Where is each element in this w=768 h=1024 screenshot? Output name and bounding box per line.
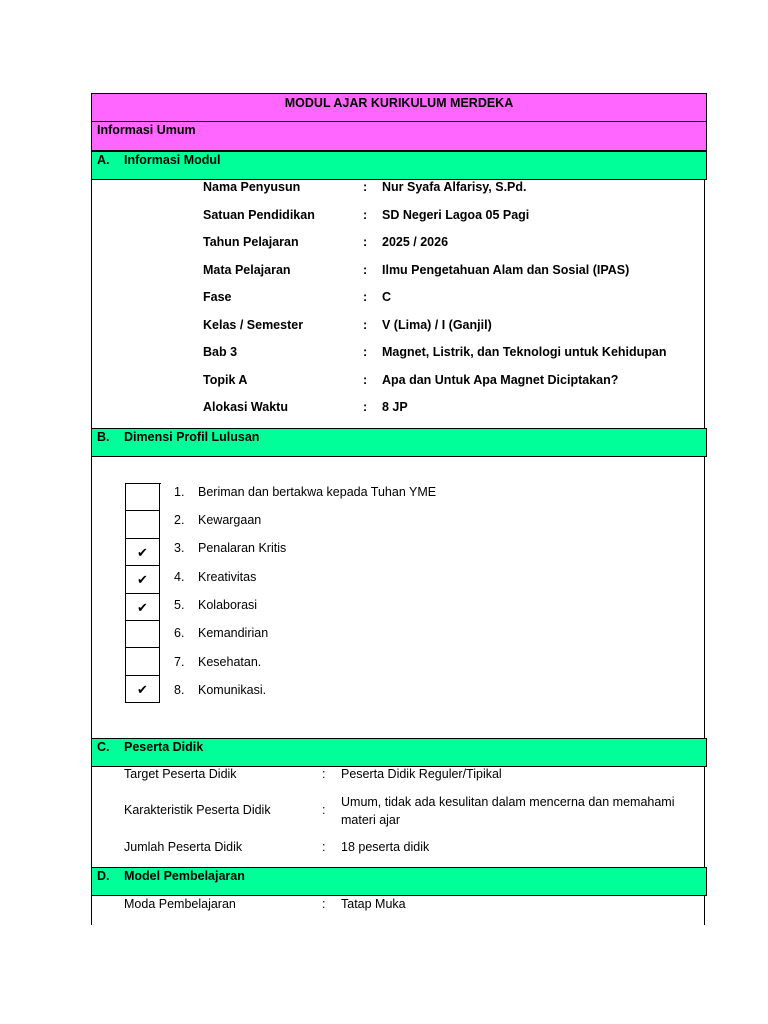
dimensi-label: Kewargaan — [198, 513, 262, 527]
info-row — [92, 207, 706, 227]
model-label: Moda Pembelajaran — [124, 897, 236, 911]
dimensi-label: Kemandirian — [198, 626, 269, 640]
info-colon: : — [363, 290, 368, 304]
dimensi-number: 4. — [174, 570, 185, 584]
dimensi-label: Komunikasi. — [198, 683, 267, 697]
dimensi-item — [174, 569, 256, 587]
info-label: Tahun Pelajaran — [203, 235, 299, 249]
model-value: Tatap Muka — [341, 897, 406, 911]
dimensi-checkbox[interactable]: ✔ — [125, 594, 160, 621]
dimensi-label: Kesehatan. — [198, 655, 262, 669]
dimensi-item — [174, 625, 268, 643]
info-row — [92, 179, 706, 199]
peserta-label: Jumlah Peserta Didik — [124, 840, 243, 854]
peserta-row — [92, 765, 706, 785]
info-value: V (Lima) / I (Ganjil) — [382, 318, 492, 332]
peserta-colon: : — [322, 767, 326, 781]
info-row — [92, 317, 706, 337]
info-colon: : — [363, 373, 368, 387]
section-c-heading — [91, 738, 707, 767]
section-letter: D. — [97, 869, 110, 883]
section-letter: B. — [97, 430, 110, 444]
peserta-value: Umum, tidak ada kesulitan dalam mencerna dan memahami materi ajar — [341, 795, 675, 827]
info-value: Ilmu Pengetahuan Alam dan Sosial (IPAS) — [382, 263, 630, 277]
info-value: Apa dan Untuk Apa Magnet Diciptakan? — [382, 373, 619, 387]
peserta-value: 18 peserta didik — [341, 840, 430, 854]
info-colon: : — [363, 263, 368, 277]
model-colon: : — [322, 897, 326, 911]
peserta-row — [92, 838, 706, 858]
info-label: Bab 3 — [203, 345, 238, 359]
document-title: MODUL AJAR KURIKULUM MERDEKA — [91, 93, 707, 122]
section-name: Model Pembelajaran — [124, 869, 245, 883]
info-row — [92, 399, 706, 419]
peserta-colon: : — [322, 840, 326, 854]
dimensi-checkbox[interactable]: ✔ — [125, 539, 160, 566]
dimensi-checkbox-column — [125, 483, 161, 703]
dimensi-number: 6. — [174, 626, 185, 640]
informasi-umum-heading: Informasi Umum — [91, 121, 707, 151]
dimensi-item — [174, 597, 257, 615]
info-row — [92, 289, 706, 309]
peserta-label: Target Peserta Didik — [124, 767, 237, 781]
info-label: Satuan Pendidikan — [203, 208, 315, 222]
info-label: Nama Penyusun — [203, 180, 301, 194]
section-a-heading — [91, 151, 707, 180]
dimensi-item — [174, 512, 261, 530]
info-row — [92, 262, 706, 282]
info-value: 8 JP — [382, 400, 408, 414]
info-value: C — [382, 290, 392, 304]
info-row — [92, 234, 706, 254]
section-d-heading — [91, 867, 707, 896]
model-row — [92, 895, 706, 915]
info-label: Kelas / Semester — [203, 318, 304, 332]
info-label: Alokasi Waktu — [203, 400, 288, 414]
info-label: Mata Pelajaran — [203, 263, 291, 277]
info-colon: : — [363, 400, 368, 414]
dimensi-checkbox[interactable] — [125, 621, 160, 648]
info-colon: : — [363, 318, 368, 332]
dimensi-label: Beriman dan bertakwa kepada Tuhan YME — [198, 485, 437, 499]
peserta-label: Karakteristik Peserta Didik — [124, 803, 271, 817]
section-letter: A. — [97, 153, 110, 167]
peserta-row — [92, 793, 706, 833]
section-name: Informasi Modul — [124, 153, 221, 167]
info-label: Fase — [203, 290, 232, 304]
dimensi-item — [174, 654, 261, 672]
info-value: SD Negeri Lagoa 05 Pagi — [382, 208, 530, 222]
dimensi-checkbox[interactable] — [125, 648, 160, 675]
info-label: Topik A — [203, 373, 248, 387]
peserta-colon: : — [322, 803, 326, 817]
dimensi-item — [174, 682, 266, 700]
info-row — [92, 372, 706, 392]
info-value: Magnet, Listrik, dan Teknologi untuk Kehidupan — [382, 345, 667, 359]
info-value: Nur Syafa Alfarisy, S.Pd. — [382, 180, 527, 194]
document-page — [91, 93, 705, 925]
section-name: Peserta Didik — [124, 740, 204, 754]
dimensi-label: Penalaran Kritis — [198, 541, 287, 555]
dimensi-number: 2. — [174, 513, 185, 527]
dimensi-label: Kreativitas — [198, 570, 257, 584]
section-name: Dimensi Profil Lulusan — [124, 430, 260, 444]
dimensi-checkbox[interactable]: ✔ — [125, 566, 160, 593]
dimensi-number: 7. — [174, 655, 185, 669]
dimensi-number: 5. — [174, 598, 185, 612]
dimensi-number: 3. — [174, 541, 185, 555]
dimensi-label: Kolaborasi — [198, 598, 258, 612]
section-letter: C. — [97, 740, 110, 754]
dimensi-item — [174, 484, 436, 502]
peserta-value: Peserta Didik Reguler/Tipikal — [341, 767, 502, 781]
info-colon: : — [363, 180, 368, 194]
dimensi-checkbox[interactable] — [125, 484, 160, 511]
info-colon: : — [363, 208, 368, 222]
dimensi-number: 1. — [174, 485, 185, 499]
dimensi-checkbox[interactable] — [125, 511, 160, 538]
info-value: 2025 / 2026 — [382, 235, 449, 249]
dimensi-checkbox[interactable]: ✔ — [125, 676, 160, 703]
dimensi-item — [174, 540, 286, 558]
info-row — [92, 344, 706, 364]
info-colon: : — [363, 345, 368, 359]
section-b-heading — [91, 428, 707, 457]
info-colon: : — [363, 235, 368, 249]
dimensi-number: 8. — [174, 683, 185, 697]
